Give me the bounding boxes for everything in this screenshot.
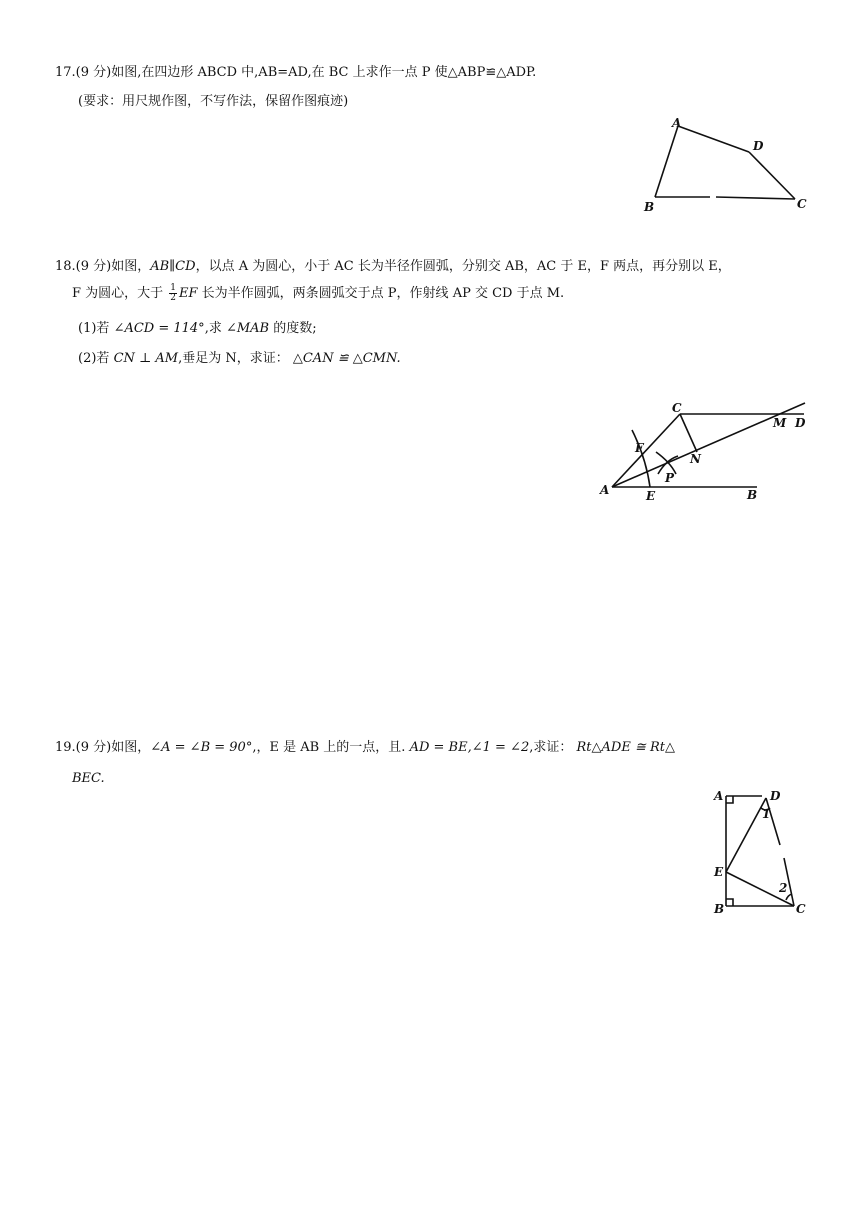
q18-line2-math: EF xyxy=(179,286,198,301)
q19-line1-math: ∠A = ∠B = 90° xyxy=(150,740,253,755)
q18-frac-num: 1 xyxy=(170,283,177,293)
q18-line1-a: 18.(9 分)如图， xyxy=(55,259,151,274)
q17-label-d: D xyxy=(753,139,764,153)
q17-label-c: C xyxy=(797,197,807,211)
q18-p1-math: ∠ACD = 114° xyxy=(113,321,205,336)
q18-p2-math2: △CAN ≌ △CMN. xyxy=(292,351,401,366)
q18-p2-b: ,垂足为 N，求证： xyxy=(178,351,289,366)
q19-label-c: C xyxy=(796,902,806,916)
q17-label-a: A xyxy=(672,116,682,130)
q18-p2-math: CN ⊥ AM xyxy=(113,351,179,366)
q17-line2: (要求：用尺规作图，不写作法，保留作图痕迹) xyxy=(78,94,349,109)
q18-line2-a: F 为圆心，大于 xyxy=(72,286,164,301)
q18-p2-a: (2)若 xyxy=(78,351,110,366)
q19-line-ed xyxy=(726,798,766,872)
q19-line1-b: ,，E 是 AB 上的一点，且. xyxy=(252,740,406,755)
q18-label-b: B xyxy=(747,488,758,502)
q18-label-e: E xyxy=(646,489,656,503)
q18-line1-b: ，以点 A 为圆心，小于 AC 长为半径作圆弧，分别交 AB，AC 于 E，F 两点，再分别以 E， xyxy=(195,259,731,274)
q19-label-d: D xyxy=(770,789,781,803)
q18-p1-math2: ∠MAB xyxy=(225,321,270,336)
q19-line2-math: BEC. xyxy=(72,771,105,786)
q18-label-a: A xyxy=(600,483,610,497)
q19-line1-math4: Rt△ADE ≅ Rt△ xyxy=(576,740,675,755)
q18-p1-b: ,求 xyxy=(204,321,222,336)
q17-line1: 17.(9 分)如图,在四边形 ABCD 中,AB=AD,在 BC 上求作一点 P 使△ABP≌△ADP. xyxy=(55,65,537,80)
q19-line1-c: ,求证： xyxy=(529,740,573,755)
q19-line1-a: 19.(9 分)如图， xyxy=(55,740,151,755)
q19-right-angle-b xyxy=(726,899,733,906)
q18-line2-b: 长为半作圆弧，两条圆弧交于点 P，作射线 AP 交 CD 于点 M. xyxy=(197,286,565,301)
q18-label-n: N xyxy=(690,452,701,466)
q18-label-f: F xyxy=(635,441,644,455)
q19-label-1: 1 xyxy=(762,807,771,821)
q18-frac-den: 2 xyxy=(170,293,177,303)
q17-label-b: B xyxy=(644,200,655,214)
q19-line-dc-upper xyxy=(766,798,780,845)
q18-label-p: P xyxy=(665,471,675,485)
q18-label-d: D xyxy=(795,416,806,430)
q19-right-angle-a xyxy=(726,796,733,803)
q19-line1-math3: ∠2 xyxy=(510,740,530,755)
q19-label-e: E xyxy=(714,865,724,879)
q19-label-a: A xyxy=(714,789,724,803)
q19-label-2: 2 xyxy=(779,881,788,895)
q18-p1-c: 的度数; xyxy=(269,321,317,336)
q19-label-b: B xyxy=(714,902,725,916)
q19-line1-math2: AD = BE,∠1 = xyxy=(409,740,506,755)
q18-label-m: M xyxy=(773,416,787,430)
q18-p1-a: (1)若 xyxy=(78,321,110,336)
q18-line1-math: AB∥CD xyxy=(150,259,196,274)
q18-label-c: C xyxy=(672,401,682,415)
